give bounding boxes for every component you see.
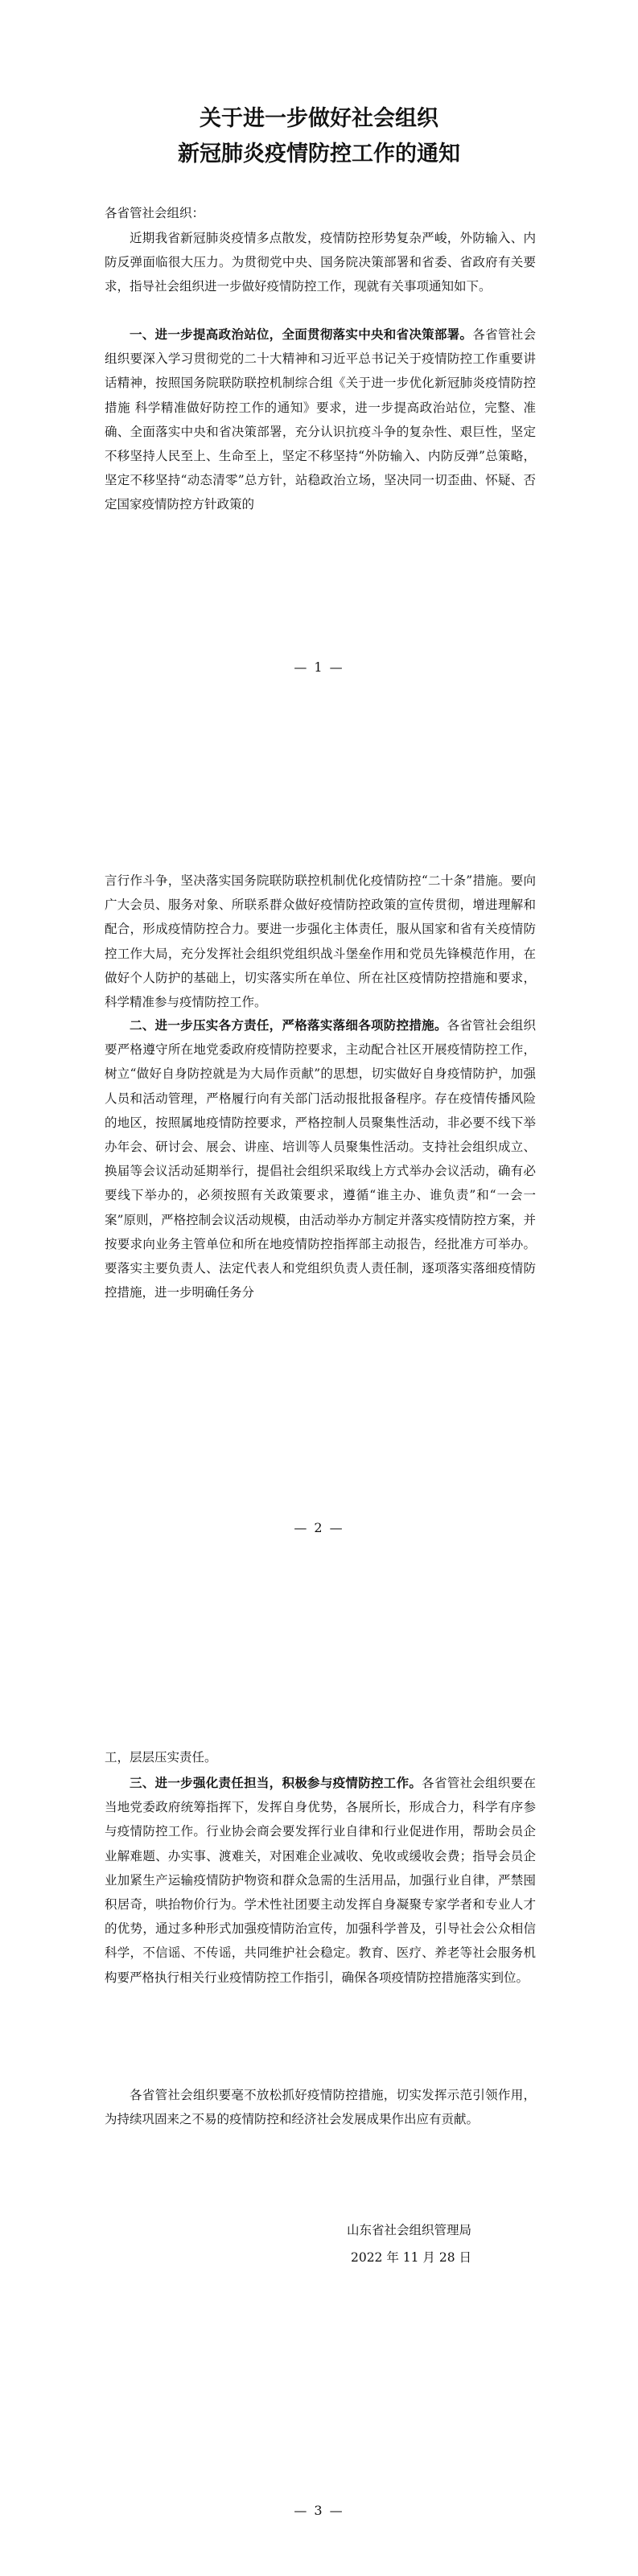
section-3-paragraph [105, 1771, 536, 1990]
document-title-line-2: 新冠肺炎疫情防控工作的通知 [178, 142, 460, 166]
page-number-1: — 1 — [294, 659, 344, 675]
document-title-line-1: 关于进一步做好社会组织 [200, 106, 438, 131]
closing-paragraph: 各省管社会组织要毫不放松抓好疫情防控措施，切实发挥示范引领作用，为持续巩固来之不易的疫情防控和经济社会发展成果作出应有贡献。 [105, 2088, 536, 2127]
section-1-heading: 一、进一步提高政治站位，全面贯彻落实中央和省决策部署。 [130, 327, 473, 342]
section-1-paragraph [105, 323, 536, 517]
signature-organization: 山东省社会组织管理局 [346, 2223, 471, 2237]
section-1-text: 各省管社会组织要深入学习贯彻党的二十大精神和习近平总书记关于疫情防控工作重要讲话精神，按照国务院联防联控机制综合组《关于进一步优化新冠肺炎疫情防控措施 科学精准做好防控工作的通知》要求，进一步提高政治站位，完整、准确、全面落实中央和省决策部署，充分认识抗疫斗争的复杂性、艰巨性，坚定不移坚持人民至上、生命至上，坚定不移坚持“外防输入、内防反弹”总策略，坚定不移坚持“动态清零”总方针，站稳政治立场，坚决同一切歪曲、怀疑、否定国家疫情防控方针政策的 [105, 327, 536, 512]
page-3-continuation: 工，层层压实责任。 [105, 1750, 217, 1765]
page-number-3: — 3 — [294, 2503, 344, 2518]
section-2-heading: 二、进一步压实各方责任，严格落实落细各项防控措施。 [130, 1017, 447, 1033]
section-3-heading: 三、进一步强化责任担当，积极参与疫情防控工作。 [130, 1775, 422, 1790]
section-2-text: 各省管社会组织要严格遵守所在地党委政府疫情防控要求，主动配合社区开展疫情防控工作，树立“做好自身防控就是为大局作贡献”的思想，切实做好自身疫情防护，加强人员和活动管理，严格履行向有关部门活动报批报备程序。存在疫情传播风险的地区，按照属地疫情防控要求，严格控制人员聚集性活动，非必要不线下举办年会、研讨会、展会、讲座、培训等人员聚集性活动。支持社会组织成立、换届等会议活动延期举行，提倡社会组织采取线上方式举办会议活动，确有必要线下举办的，必须按照有关政策要求，遵循“谁主办、谁负责”和“一会一案”原则，严格控制会议活动规模，由活动举办方制定并落实疫情防控方案，并按要求向业务主管单位和所在地疫情防控指挥部主动报告，经批准方可举办。要落实主要负责人、法定代表人和党组织负责人责任制，逐项落实落细疫情防控措施，进一步明确任务分 [105, 1018, 536, 1300]
intro-paragraph: 近期我省新冠肺炎疫情多点散发，疫情防控形势复杂严峻，外防输入、内防反弹面临很大压力。为贯彻党中央、国务院决策部署和省委、省政府有关要求，指导社会组织进一步做好疫情防控工作，现就有关事项通知如下。 [105, 231, 536, 294]
salutation: 各省管社会组织： [105, 206, 205, 220]
page-2-continuation: 言行作斗争，坚决落实国务院联防联控机制优化疫情防控“二十条”措施。要向广大会员、服务对象、所联系群众做好疫情防控政策的宣传贯彻，增进理解和配合，形成疫情防控合力。要进一步强化主体责任，服从国家和省有关疫情防控工作大局，充分发挥社会组织党组织战斗堡垒作用和党员先锋模范作用，在做好个人防护的基础上，切实落实所在单位、所在社区疫情防控措施和要求，科学精准参与疫情防控工作。 [105, 873, 536, 1010]
section-2-paragraph [105, 1013, 536, 1304]
section-3-text: 各省管社会组织要在当地党委政府统筹指挥下，发挥自身优势，各展所长，形成合力，科学有序参与疫情防控工作。行业协会商会要发挥行业自律和行业促进作用，帮助会员企业解难题、办实事、渡难关，对困难企业减收、免收或缓收会费；指导会员企业加紧生产运输疫情防护物资和群众急需的生活用品，加强行业自律，严禁囤积居奇，哄抬物价行为。学术性社团要主动发挥自身凝聚专家学者和专业人才的优势，通过多种形式加强疫情防治宣传，加强科学普及，引导社会公众相信科学，不信谣、不传谣，共同维护社会稳定。教育、医疗、养老等社会服务机构要严格执行相关行业疫情防控工作指引，确保各项疫情防控措施落实到位。 [105, 1776, 536, 1985]
page-number-2: — 2 — [294, 1520, 344, 1535]
signature-date: 2022 年 11 月 28 日 [350, 2250, 471, 2265]
